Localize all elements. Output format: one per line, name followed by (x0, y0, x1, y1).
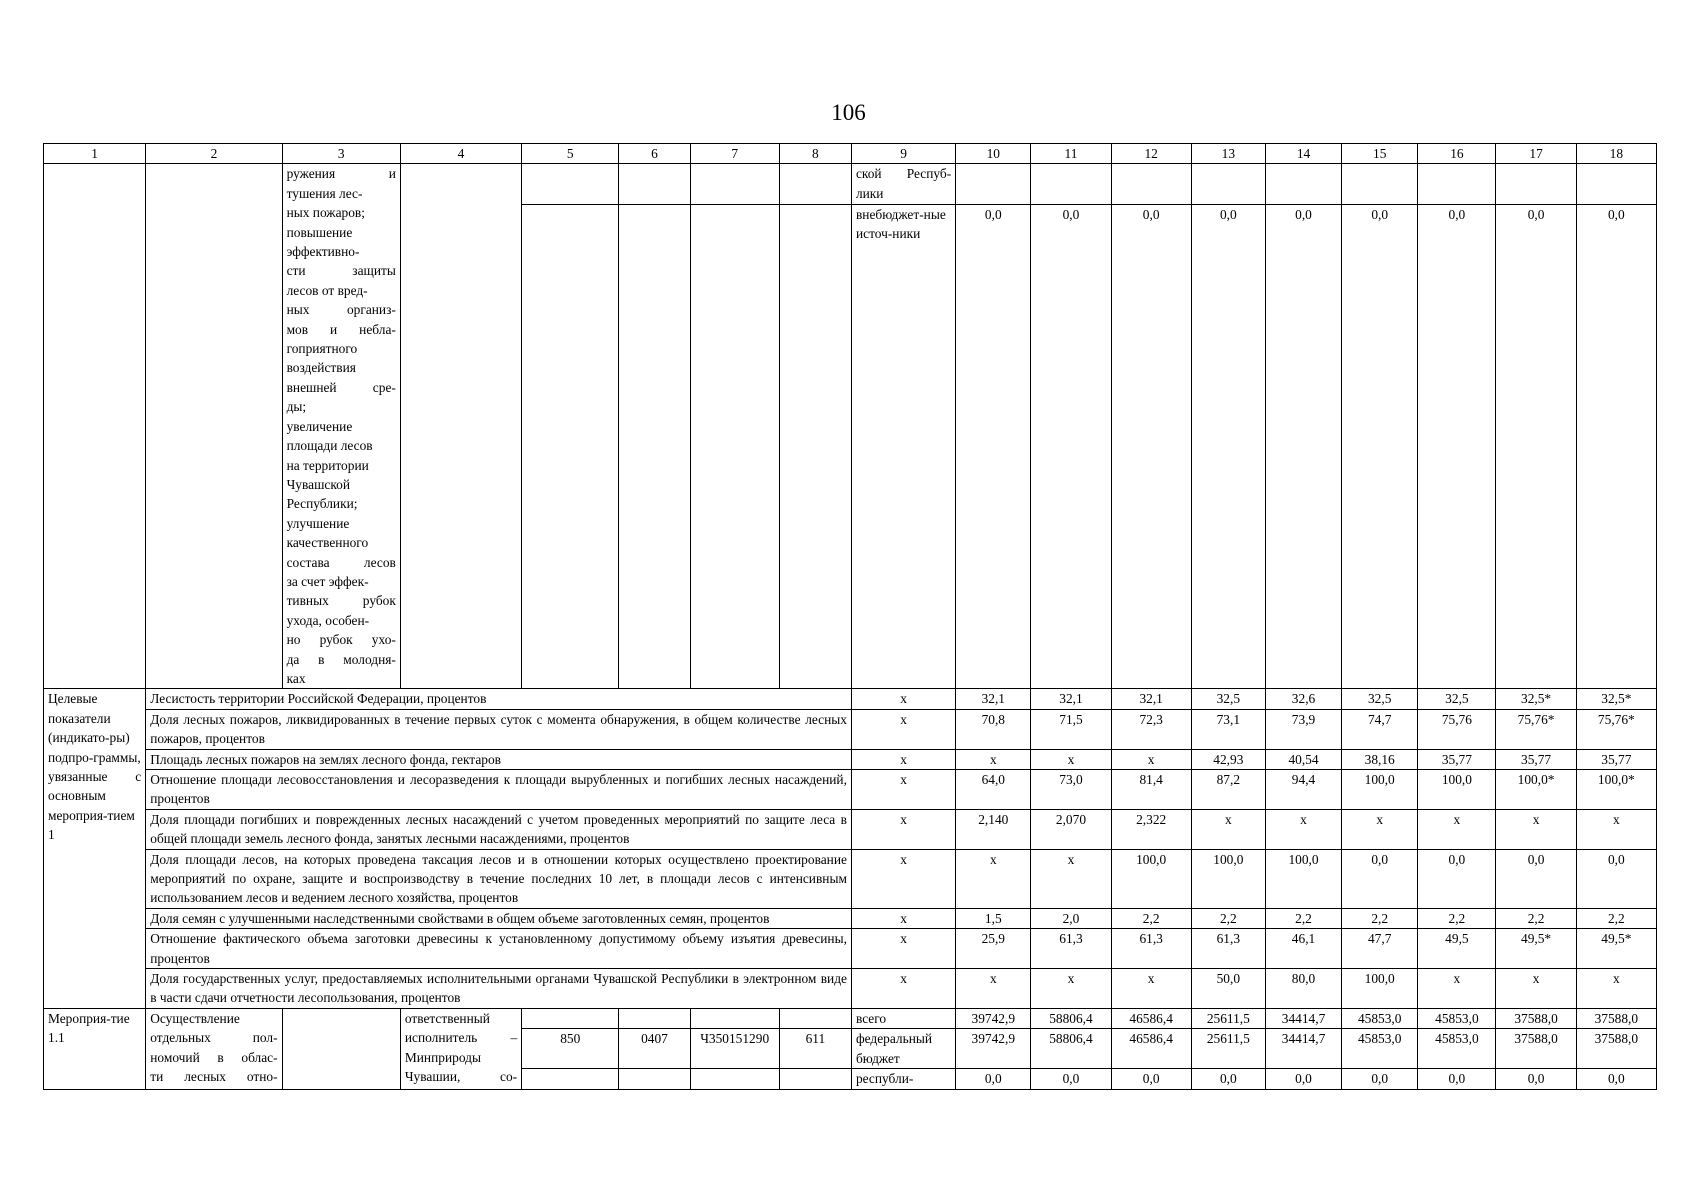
value-cell: 2,070 (1031, 809, 1111, 849)
cell-empty (619, 1008, 690, 1028)
indicator-row (44, 849, 1657, 908)
cell-empty (690, 1069, 779, 1089)
column-number: 6 (619, 144, 690, 164)
column-number: 9 (851, 144, 955, 164)
indicator-row (44, 770, 1657, 810)
value-cell: 25611,5 (1191, 1008, 1265, 1028)
value-cell: 0,0 (1191, 1069, 1265, 1089)
value-cell: 32,1 (1111, 689, 1191, 709)
indicator-col9: x (851, 770, 955, 810)
cell-empty (1418, 164, 1496, 204)
value-cell: 25611,5 (1191, 1029, 1265, 1069)
value-cell: 94,4 (1265, 770, 1341, 810)
value-cell: 0,0 (956, 204, 1031, 689)
value-cell: 0,0 (1191, 204, 1265, 689)
indicator-row (44, 929, 1657, 969)
value-cell: 45853,0 (1418, 1029, 1496, 1069)
indicator-row (44, 689, 1657, 709)
cell-empty (690, 204, 779, 689)
value-cell: 32,5 (1342, 689, 1418, 709)
value-cell: x (1111, 749, 1191, 769)
budget-code-grbs: 850 (522, 1029, 619, 1069)
value-cell: x (1191, 809, 1265, 849)
indicator-name: Доля площади погибших и поврежденных лесных насаждений с учетом проведенных мероприятий по защите леса в общей площади земель лесного фонда, занятых лесными насаждениями, процентов (146, 809, 852, 849)
cell-empty (1576, 164, 1656, 204)
indicator-row (44, 749, 1657, 769)
measure-executor: ответственный исполнитель – Минприроды Чувашии, со- (400, 1008, 521, 1089)
indicator-col9: x (851, 908, 955, 928)
value-cell: 32,6 (1265, 689, 1341, 709)
value-cell: 61,3 (1191, 929, 1265, 969)
value-cell: x (956, 849, 1031, 908)
value-cell: 100,0* (1496, 770, 1576, 810)
value-cell: 0,0 (1418, 849, 1496, 908)
value-cell: 64,0 (956, 770, 1031, 810)
column-number: 17 (1496, 144, 1576, 164)
column-number: 13 (1191, 144, 1265, 164)
indicator-col9: x (851, 849, 955, 908)
measure-title: Осуществление отдельных пол- номочий в облас- ти лесных отно- (146, 1008, 282, 1089)
indicators-label: Целевые показатели (индикато-ры) подпро-граммы, увязанные с основным мероприя-тием 1 (44, 689, 146, 1009)
column-number: 16 (1418, 144, 1496, 164)
value-cell: 87,2 (1191, 770, 1265, 810)
value-cell: 39742,9 (956, 1008, 1031, 1028)
value-cell: x (1111, 969, 1191, 1009)
column-number: 15 (1342, 144, 1418, 164)
indicator-col9: x (851, 709, 955, 749)
value-cell: 45853,0 (1342, 1008, 1418, 1028)
indicator-col9: x (851, 749, 955, 769)
column-number: 5 (522, 144, 619, 164)
column-number: 14 (1265, 144, 1341, 164)
value-cell: 2,2 (1576, 908, 1656, 928)
value-cell: 42,93 (1191, 749, 1265, 769)
value-cell: 0,0 (1342, 849, 1418, 908)
value-cell: 40,54 (1265, 749, 1341, 769)
indicator-name: Лесистость территории Российской Федерации, процентов (146, 689, 852, 709)
cell-empty (400, 164, 521, 689)
value-cell: 80,0 (1265, 969, 1341, 1009)
cell-empty (146, 164, 282, 689)
cell-empty (1111, 164, 1191, 204)
budget-code-expense: 611 (779, 1029, 851, 1069)
value-cell: 46,1 (1265, 929, 1341, 969)
value-cell: 100,0* (1576, 770, 1656, 810)
column-number-row (44, 144, 1657, 164)
value-cell: 37588,0 (1496, 1008, 1576, 1028)
value-cell: x (1342, 809, 1418, 849)
value-cell: 100,0 (1191, 849, 1265, 908)
indicator-name: Отношение фактического объема заготовки древесины к установленному допустимому объему изъятия древесины, процентов (146, 929, 852, 969)
indicator-row (44, 908, 1657, 928)
value-cell: x (1265, 809, 1341, 849)
value-cell: 0,0 (1576, 204, 1656, 689)
value-cell: 2,2 (1496, 908, 1576, 928)
funding-source: всего (851, 1008, 955, 1028)
value-cell: 45853,0 (1342, 1029, 1418, 1069)
cell-empty (44, 164, 146, 689)
value-cell: 0,0 (1031, 1069, 1111, 1089)
value-cell: 0,0 (1418, 1069, 1496, 1089)
program-table-wrapper (43, 143, 1657, 1090)
value-cell: 0,0 (1496, 1069, 1576, 1089)
value-cell: 0,0 (956, 1069, 1031, 1089)
value-cell: 49,5* (1496, 929, 1576, 969)
value-cell: 38,16 (1342, 749, 1418, 769)
indicator-col9: x (851, 969, 955, 1009)
value-cell: 0,0 (1111, 204, 1191, 689)
budget-code-target: Ч350151290 (690, 1029, 779, 1069)
value-cell: 70,8 (956, 709, 1031, 749)
value-cell: 61,3 (1031, 929, 1111, 969)
value-cell: 0,0 (1576, 849, 1656, 908)
program-table (43, 143, 1657, 1090)
value-cell: 0,0 (1418, 204, 1496, 689)
value-cell: 0,0 (1265, 204, 1341, 689)
value-cell: 0,0 (1342, 204, 1418, 689)
column-number: 11 (1031, 144, 1111, 164)
funding-source: федеральный бюджет (851, 1029, 955, 1069)
value-cell: 49,5 (1418, 929, 1496, 969)
value-cell: x (1031, 749, 1111, 769)
indicator-name: Доля государственных услуг, предоставляемых исполнительными органами Чувашской Республики в электронном виде в части сдачи отчетности лесопользования, процентов (146, 969, 852, 1009)
indicator-col9: x (851, 929, 955, 969)
cell-empty (1496, 164, 1576, 204)
value-cell: 35,77 (1576, 749, 1656, 769)
indicator-col9: x (851, 809, 955, 849)
value-cell: 34414,7 (1265, 1029, 1341, 1069)
value-cell: 37588,0 (1576, 1029, 1656, 1069)
value-cell: x (1496, 809, 1576, 849)
column-number: 8 (779, 144, 851, 164)
value-cell: 32,5* (1576, 689, 1656, 709)
indicator-name: Доля семян с улучшенными наследственными свойствами в общем объеме заготовленных семян, процентов (146, 908, 852, 928)
value-cell: 0,0 (1342, 1069, 1418, 1089)
cell-empty (282, 1008, 400, 1089)
cell-empty (690, 1008, 779, 1028)
value-cell: x (1496, 969, 1576, 1009)
value-cell: x (1576, 809, 1656, 849)
value-cell: 100,0 (1342, 770, 1418, 810)
cell-empty (522, 164, 619, 204)
value-cell: x (1031, 969, 1111, 1009)
value-cell: 45853,0 (1418, 1008, 1496, 1028)
cell-empty (956, 164, 1031, 204)
page-number: 106 (831, 100, 866, 125)
value-cell: 2,2 (1191, 908, 1265, 928)
value-cell: 73,0 (1031, 770, 1111, 810)
cell-empty (619, 164, 690, 204)
indicator-row (44, 809, 1657, 849)
value-cell: 32,5 (1191, 689, 1265, 709)
value-cell: 37588,0 (1576, 1008, 1656, 1028)
cell-empty (779, 164, 851, 204)
cell-empty (522, 204, 619, 689)
value-cell: 46586,4 (1111, 1008, 1191, 1028)
indicator-row (44, 969, 1657, 1009)
value-cell: 35,77 (1418, 749, 1496, 769)
cell-empty (522, 1008, 619, 1028)
value-cell: 58806,4 (1031, 1008, 1111, 1028)
indicator-col9: x (851, 689, 955, 709)
cell-empty (1342, 164, 1418, 204)
value-cell: 2,2 (1342, 908, 1418, 928)
column-number: 12 (1111, 144, 1191, 164)
value-cell: 0,0 (1496, 204, 1576, 689)
value-cell: 74,7 (1342, 709, 1418, 749)
value-cell: 2,2 (1418, 908, 1496, 928)
value-cell: x (1576, 969, 1656, 1009)
value-cell: 100,0 (1342, 969, 1418, 1009)
value-cell: 2,0 (1031, 908, 1111, 928)
cell-empty (1191, 164, 1265, 204)
value-cell: 0,0 (1031, 204, 1111, 689)
cell-empty (779, 1069, 851, 1089)
column-number: 3 (282, 144, 400, 164)
value-cell: 73,1 (1191, 709, 1265, 749)
indicator-row (44, 709, 1657, 749)
column-number: 2 (146, 144, 282, 164)
measure-goals-text: ружения и тушения лес- ных пожаров; повышение эффективно- сти защиты лесов от вред- ных организ- мов и небла- гоприятного воздействия внешней сре- ды; увеличение площади лесов на территории Чувашской Республики; улучшение качественного состава лесов за счет эффек- тивных рубок ухода, особен- но рубок ухо- да в молодня- ках (282, 164, 400, 689)
value-cell: 100,0 (1111, 849, 1191, 908)
value-cell: 2,2 (1111, 908, 1191, 928)
indicator-name: Площадь лесных пожаров на землях лесного фонда, гектаров (146, 749, 852, 769)
value-cell: 81,4 (1111, 770, 1191, 810)
value-cell: 100,0 (1265, 849, 1341, 908)
value-cell: x (1418, 969, 1496, 1009)
value-cell: 71,5 (1031, 709, 1111, 749)
cell-empty (1265, 164, 1341, 204)
value-cell: 75,76 (1418, 709, 1496, 749)
value-cell: 2,2 (1265, 908, 1341, 928)
value-cell: 32,5 (1418, 689, 1496, 709)
value-cell: 0,0 (1111, 1069, 1191, 1089)
value-cell: 50,0 (1191, 969, 1265, 1009)
value-cell: 75,76* (1576, 709, 1656, 749)
cell-empty (619, 204, 690, 689)
value-cell: 2,140 (956, 809, 1031, 849)
cell-empty (779, 204, 851, 689)
value-cell: 32,1 (956, 689, 1031, 709)
value-cell: 49,5* (1576, 929, 1656, 969)
value-cell: 39742,9 (956, 1029, 1031, 1069)
indicator-name: Доля площади лесов, на которых проведена таксация лесов и в отношении которых осуществлено проектирование мероприятий по охране, защите и воспроизводству в течение последних 10 лет, в площади лесов с интенсивным использованием лесов и ведением лесного хозяйства, процентов (146, 849, 852, 908)
column-number: 10 (956, 144, 1031, 164)
value-cell: x (956, 969, 1031, 1009)
measure-row (44, 1008, 1657, 1028)
column-number: 4 (400, 144, 521, 164)
cell-empty (522, 1069, 619, 1089)
value-cell: 34414,7 (1265, 1008, 1341, 1028)
column-number: 1 (44, 144, 146, 164)
value-cell: 73,9 (1265, 709, 1341, 749)
value-cell: 100,0 (1418, 770, 1496, 810)
indicator-name: Отношение площади лесовосстановления и лесоразведения к площади вырубленных и погибших лесных насаждений, процентов (146, 770, 852, 810)
value-cell: 37588,0 (1496, 1029, 1576, 1069)
cell-empty (779, 1008, 851, 1028)
value-cell: x (956, 749, 1031, 769)
budget-code-section: 0407 (619, 1029, 690, 1069)
value-cell: x (1418, 809, 1496, 849)
value-cell: 75,76* (1496, 709, 1576, 749)
value-cell: 0,0 (1576, 1069, 1656, 1089)
value-cell: 32,5* (1496, 689, 1576, 709)
value-cell: 72,3 (1111, 709, 1191, 749)
value-cell: 35,77 (1496, 749, 1576, 769)
value-cell: 61,3 (1111, 929, 1191, 969)
value-cell: 0,0 (1496, 849, 1576, 908)
indicator-name: Доля лесных пожаров, ликвидированных в течение первых суток с момента обнаружения, в общем количестве лесных пожаров, процентов (146, 709, 852, 749)
column-number: 7 (690, 144, 779, 164)
value-cell: 0,0 (1265, 1069, 1341, 1089)
value-cell: 32,1 (1031, 689, 1111, 709)
measure-number: Мероприя-тие 1.1 (44, 1008, 146, 1089)
value-cell: 1,5 (956, 908, 1031, 928)
cell-empty (690, 164, 779, 204)
value-cell: 58806,4 (1031, 1029, 1111, 1069)
funding-source: ской Респуб-лики (851, 164, 955, 204)
value-cell: 2,322 (1111, 809, 1191, 849)
funding-source: республи- (851, 1069, 955, 1089)
value-cell: 47,7 (1342, 929, 1418, 969)
value-cell: 25,9 (956, 929, 1031, 969)
value-cell: 46586,4 (1111, 1029, 1191, 1069)
funding-source: внебюджет-ные источ-ники (851, 204, 955, 689)
cell-empty (1031, 164, 1111, 204)
cell-empty (619, 1069, 690, 1089)
continuation-row (44, 164, 1657, 204)
value-cell: x (1031, 849, 1111, 908)
column-number: 18 (1576, 144, 1656, 164)
